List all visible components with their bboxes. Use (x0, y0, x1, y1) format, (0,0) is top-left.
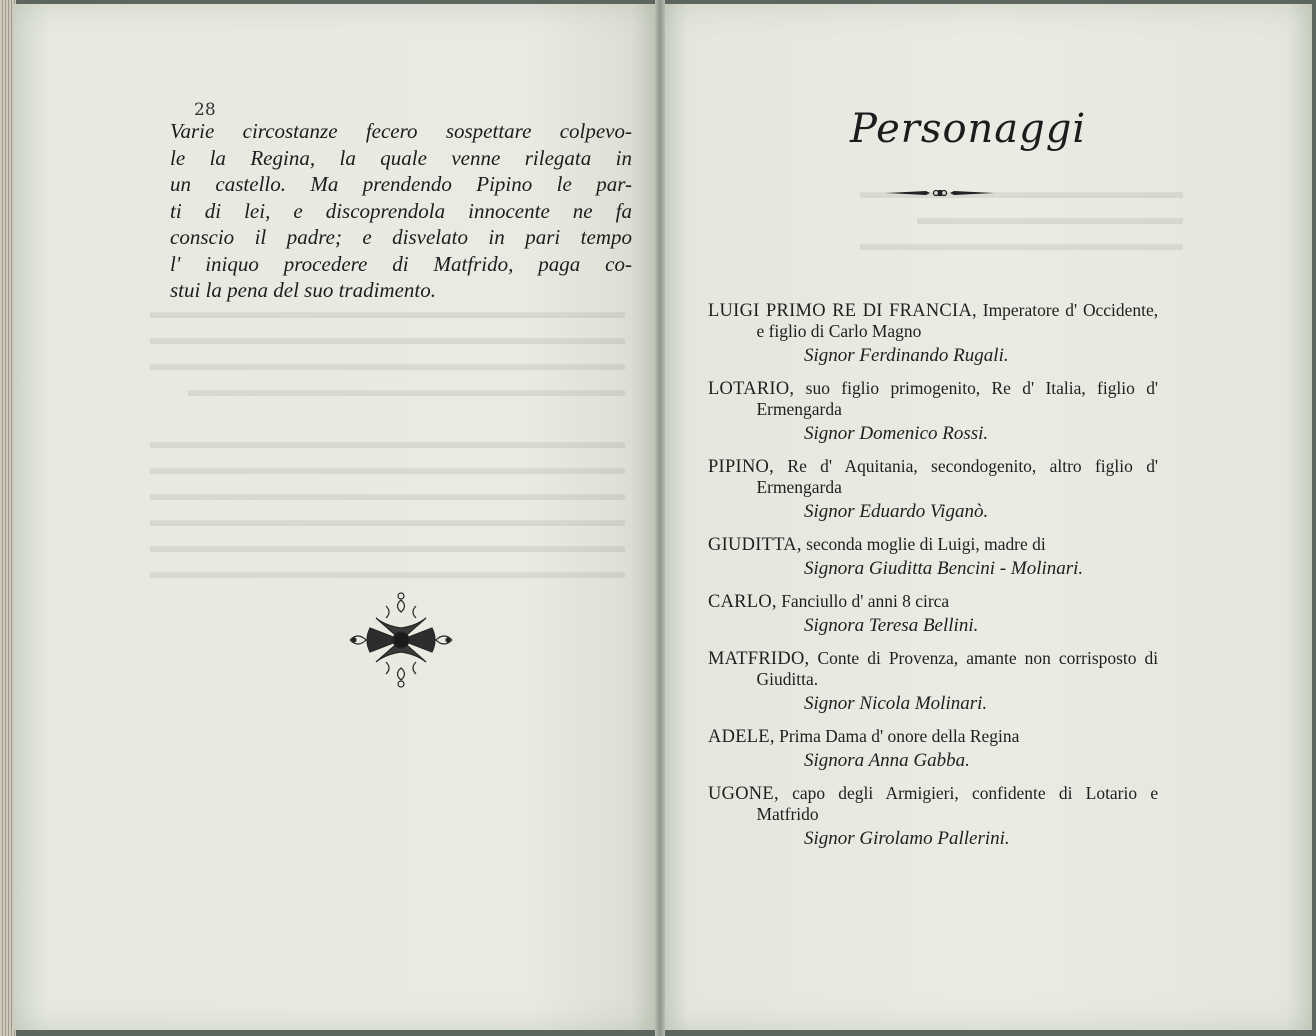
character-name: LUIGI PRIMO RE DI FRANCIA, (708, 300, 977, 321)
actor-name: Signor Girolamo Pallerini. (804, 828, 1010, 849)
character-description: Prima Dama d' onore della Regina (774, 726, 1020, 746)
actor-name: Signor Domenico Rossi. (804, 423, 989, 444)
synopsis-line: stui la pena del suo tradimento. (170, 278, 436, 302)
synopsis-line: un castello. Ma prendendo Pipino le par- (170, 172, 632, 196)
synopsis-paragraph (170, 118, 632, 304)
cast-entry (708, 783, 1172, 853)
actor-name: Signor Ferdinando Rugali. (804, 345, 1009, 366)
character-description: Fanciullo d' anni 8 circa (776, 591, 950, 611)
synopsis-line: Varie circostanze fecero sospettare colpevo- (170, 119, 632, 143)
character-description: Re d' Aquitania, secondogenito, altro figlio d' Ermengarda (756, 456, 1159, 497)
cast-entry (708, 300, 1172, 370)
cast-list (708, 300, 1172, 861)
synopsis-line: conscio il padre; e disvelato in pari tempo (170, 225, 632, 249)
cast-entry (708, 648, 1172, 718)
character-description: suo figlio primogenito, Re d' Italia, figlio d' Ermengarda (756, 378, 1159, 419)
actor-name: Signor Eduardo Viganò. (804, 501, 989, 522)
character-description: Imperatore d' Occidente, e figlio di Carlo Magno (756, 300, 1159, 341)
actor-name: Signora Giuditta Bencini - Molinari. (804, 558, 1084, 579)
character-name: LOTARIO, (708, 378, 795, 399)
character-name: MATFRIDO, (708, 648, 810, 669)
cast-entry (708, 456, 1172, 526)
actor-name: Signora Anna Gabba. (804, 750, 970, 771)
character-name: CARLO, (708, 591, 777, 612)
character-name: GIUDITTA, (708, 534, 802, 555)
character-description: seconda moglie di Luigi, madre di (801, 534, 1046, 554)
cast-entry (708, 726, 1172, 775)
character-name: UGONE, (708, 783, 779, 804)
decorative-rule-icon (886, 186, 994, 200)
cast-title: Personaggi (850, 106, 1087, 152)
cast-entry (708, 534, 1172, 583)
character-name: PIPINO, (708, 456, 775, 477)
book-gutter (655, 0, 665, 1036)
synopsis-line: le la Regina, la quale venne rilegata in (170, 145, 632, 170)
cast-entry (708, 591, 1172, 640)
page-number: 28 (194, 100, 216, 120)
synopsis-line: ti di lei, e discoprendola innocente ne fa (170, 198, 632, 223)
actor-name: Signora Teresa Bellini. (804, 615, 979, 636)
character-description: Conte di Provenza, amante non corrisposto di Giuditta. (756, 648, 1159, 689)
character-name: ADELE, (708, 726, 775, 747)
floral-vignette-icon (346, 588, 456, 692)
cast-entry (708, 378, 1172, 448)
actor-name: Signor Nicola Molinari. (804, 693, 988, 714)
character-description: capo degli Armigieri, confidente di Lotario e Matfrido (756, 783, 1159, 824)
synopsis-line: l' iniquo procedere di Matfrido, paga co- (170, 251, 632, 276)
